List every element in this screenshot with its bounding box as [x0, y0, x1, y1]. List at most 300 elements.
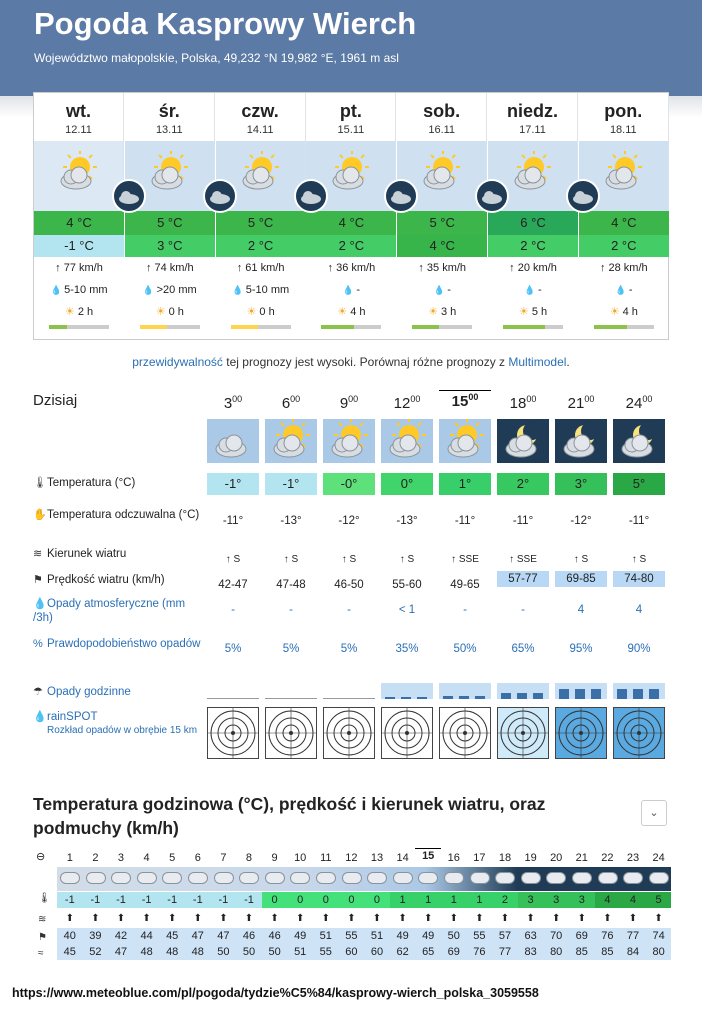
day-name: śr. — [158, 101, 180, 121]
hour-value: 18 — [509, 395, 527, 412]
hourly-temp: -1 — [159, 892, 185, 908]
cloud-icon — [546, 872, 566, 884]
hourly-wind: 50 — [447, 930, 460, 942]
hour-probability: 50% — [453, 643, 477, 655]
day-header[interactable] — [306, 93, 396, 141]
rainspot-map[interactable] — [207, 707, 259, 759]
chevron-down-icon: ⌄ — [649, 807, 659, 819]
cloud-sun-icon — [601, 151, 645, 195]
day-precip-value: 5-10 mm — [245, 284, 290, 296]
night-moon-icon — [475, 179, 509, 213]
wind-arrow-icon: ⬆ — [347, 913, 356, 924]
day-temp-max: 4 °C — [34, 211, 124, 235]
day-column[interactable] — [216, 93, 306, 341]
hourly-gust: 65 — [422, 946, 435, 958]
day-temp-min: 4 °C — [397, 235, 487, 257]
hourly-hour: 13 — [370, 852, 384, 864]
hour-label — [207, 394, 259, 412]
sunshine-bar-fill — [231, 325, 258, 329]
day-precip — [397, 279, 487, 301]
rain-bar — [649, 689, 659, 699]
wind-arrow-icon: ⬆ — [321, 913, 330, 924]
hourly-gust: 50 — [217, 946, 230, 958]
cloud-icon — [521, 872, 541, 884]
cloud-icon — [393, 872, 413, 884]
hourly-hour: 4 — [143, 852, 150, 864]
day-name: wt. — [66, 101, 91, 121]
hourly-temp: -1 — [134, 892, 160, 908]
wind-arrow-icon: ⬆ — [475, 913, 484, 924]
predictability-text: tej prognozy jest wysoki. Porównaj różne prognozy z — [222, 355, 509, 369]
hourly-temp: 1 — [390, 892, 416, 908]
hourly-hour: 16 — [447, 852, 460, 864]
day-sunshine-value: 3 h — [441, 306, 457, 318]
rain-bar — [417, 697, 427, 699]
label-text: Temperatura odczuwalna (°C) — [47, 509, 200, 521]
hour-wind-dir: ↑ S — [341, 554, 357, 565]
day-sunshine — [579, 301, 669, 323]
day-wind: ↑ 36 km/h — [327, 262, 376, 274]
wind-arrow-icon: ⬆ — [500, 913, 510, 924]
sunshine-bar — [140, 325, 200, 329]
day-header[interactable] — [125, 93, 215, 141]
hourly-wind: 70 — [550, 930, 563, 942]
cloud-icon — [162, 872, 182, 884]
day-precip-value: 5-10 mm — [64, 284, 108, 296]
day-date: 17.11 — [519, 124, 546, 136]
hourly-wind: 47 — [217, 930, 230, 942]
hour-temp: -0° — [323, 473, 375, 495]
hour-weather-icon — [497, 419, 549, 463]
hour-temp: 3° — [555, 473, 607, 495]
day-temp-min: 3 °C — [125, 235, 215, 257]
hourly-temp: 0 — [262, 892, 288, 908]
hour-weather-icon — [555, 419, 607, 463]
hourly-wind: 46 — [242, 930, 256, 942]
hourly-precip-tile — [439, 683, 491, 699]
hourly-precip-tile — [207, 683, 259, 699]
week-forecast — [33, 92, 669, 340]
cloud-icon — [495, 872, 515, 884]
hour-precip: < 1 — [398, 604, 416, 616]
day-name: sob. — [423, 101, 461, 121]
hour-feel: -12° — [338, 515, 360, 527]
thermometer-icon: 🌡 — [33, 477, 47, 489]
rainspot-map[interactable] — [497, 707, 549, 759]
day-temp-max: 4 °C — [306, 211, 396, 235]
today-label: Dzisiaj — [33, 392, 78, 409]
flag-icon: ⚑ — [38, 932, 47, 943]
wind-arrow-icon: ⬆ — [628, 913, 638, 924]
hour-wind-speed: 57-77 — [497, 571, 549, 587]
hour-probability: 5% — [340, 643, 358, 655]
hourly-gust: 55 — [319, 946, 332, 958]
day-sunshine — [125, 301, 215, 323]
drop-icon: 💧 — [524, 285, 539, 295]
day-date: 14.11 — [246, 124, 274, 136]
day-precip-value: >20 mm — [156, 284, 197, 296]
sun-icon: ☀ — [246, 306, 260, 318]
multimodel-link[interactable]: Multimodel — [508, 355, 567, 369]
drop-icon: 💧 — [33, 711, 47, 723]
hourly-wind: 51 — [319, 930, 332, 942]
day-precip — [306, 279, 396, 301]
hour-probability: 5% — [224, 643, 242, 655]
hourly-temp: 3 — [518, 892, 544, 908]
hourly-wind: 45 — [166, 930, 179, 942]
day-sunshine — [216, 301, 306, 323]
hourly-wind: 42 — [114, 930, 128, 942]
hourly-hour: 8 — [245, 852, 253, 864]
hourly-temp: 4 — [620, 892, 646, 908]
wind-arrow-icon: ⬆ — [193, 913, 202, 924]
hourly-gust: 50 — [242, 946, 256, 958]
hourly-hour: 18 — [498, 852, 512, 864]
rain-bar — [443, 696, 453, 699]
day-sunshine-value: 2 h — [77, 306, 94, 318]
day-header[interactable] — [397, 93, 487, 141]
hour-temp: 1° — [439, 473, 491, 495]
drop-icon: 💧 — [50, 285, 65, 295]
hourly-hour: 15 — [415, 848, 441, 862]
rainspot-map[interactable] — [265, 707, 317, 759]
day-column[interactable] — [579, 93, 669, 341]
hour-wind-dir: ↑ S — [283, 554, 299, 565]
hourly-wind: 49 — [422, 930, 435, 942]
hourly-gust: 50 — [268, 946, 281, 958]
day-date: 13.11 — [155, 124, 183, 136]
sun-icon: ☀ — [337, 306, 351, 318]
rainspot-map[interactable] — [323, 707, 375, 759]
hourly-gust: 45 — [63, 946, 76, 958]
hour-wind-dir: ↑ SSE — [451, 554, 479, 565]
night-moon-icon — [384, 179, 418, 213]
hour-feel: -12° — [570, 515, 592, 527]
day-name: niedz. — [506, 101, 558, 121]
hour-minutes: 00 — [232, 394, 243, 404]
hour-weather-icon — [381, 419, 433, 463]
hour-label — [497, 394, 549, 412]
rain-bar — [559, 689, 569, 699]
rainspot-map[interactable] — [613, 707, 665, 759]
hour-feel: -13° — [396, 515, 418, 527]
hour-wind-speed: 47-48 — [276, 579, 306, 591]
hourly-hour: 20 — [550, 852, 563, 864]
hour-wind-speed: 74-80 — [613, 571, 665, 587]
hourly-wind: 63 — [524, 930, 537, 942]
hour-precip: - — [521, 604, 525, 616]
hourly-wind: 74 — [652, 930, 665, 942]
sunshine-bar — [594, 325, 654, 329]
sunshine-bar — [231, 325, 291, 329]
hourly-precip-tile — [265, 683, 317, 699]
night-moon-icon — [203, 179, 237, 213]
day-temp-min: -1 °C — [34, 235, 124, 257]
hour-temp: -1° — [207, 473, 259, 495]
hourly-hour: 10 — [294, 852, 307, 864]
hourly-temp: -1 — [83, 892, 109, 908]
hourly-gust: 69 — [447, 946, 460, 958]
drop-icon: 💧 — [142, 285, 157, 295]
hourly-title: Temperatura godzinowa (°C), prędkość i kierunek wiatru, oraz podmuchy (km/h) — [33, 794, 546, 838]
hour-precip: 4 — [577, 604, 585, 616]
day-header[interactable] — [579, 93, 669, 141]
cloud-icon — [316, 872, 336, 884]
cloud-sun-icon — [328, 151, 372, 195]
day-precip-value: - — [356, 284, 361, 296]
predictability-end: . — [566, 355, 570, 369]
cloud-icon — [572, 872, 592, 884]
label-wind-speed — [33, 573, 205, 587]
cloud-sun-icon — [238, 151, 282, 195]
hour-label — [555, 394, 607, 412]
wind-arrow-icon: ⬆ — [91, 913, 100, 924]
day-temp-min: 2 °C — [579, 235, 669, 257]
hour-value: 15 — [451, 393, 469, 410]
hourly-gust: 48 — [140, 946, 153, 958]
hour-feel: -11° — [222, 515, 244, 527]
hour-wind-speed: 49-65 — [450, 579, 480, 591]
day-precip — [488, 279, 578, 301]
wind-arrow-icon: ⬆ — [116, 913, 126, 924]
hourly-temp: 1 — [415, 892, 441, 908]
hourly-precip-tile — [323, 683, 375, 699]
cloud-sun-icon — [147, 151, 191, 195]
day-header[interactable] — [216, 93, 306, 141]
hourly-wind: 44 — [140, 930, 153, 942]
day-temp-max: 6 °C — [488, 211, 578, 235]
wind-arrow-icon: ⬆ — [295, 913, 305, 924]
cloud-icon — [137, 872, 157, 884]
label-subtext: Rozkład opadów w obrębie 15 km — [47, 725, 198, 736]
day-wind: ↑ 77 km/h — [55, 262, 103, 274]
hourly-gust: 62 — [396, 946, 409, 958]
hourly-hour: 24 — [652, 852, 665, 864]
hour-value: 21 — [567, 395, 585, 412]
hour-wind-speed: 42-47 — [218, 579, 248, 591]
day-header[interactable] — [488, 93, 578, 141]
hourly-temp: 4 — [595, 892, 621, 908]
day-weather-icon — [34, 141, 124, 211]
label-text: Prawdopodobieństwo opadów — [47, 638, 201, 650]
wind-arrow-icon: ⬆ — [142, 913, 151, 924]
collapse-toggle-button[interactable] — [641, 800, 667, 826]
day-precip — [216, 279, 306, 301]
hourly-gust: 80 — [652, 946, 665, 958]
day-precip — [125, 279, 215, 301]
day-precip-value: - — [628, 284, 633, 296]
hourly-gust: 60 — [370, 946, 384, 958]
hour-precip: - — [231, 604, 235, 616]
day-column[interactable] — [34, 93, 124, 341]
hourly-hour: 21 — [575, 852, 588, 864]
rainspot-map[interactable] — [439, 707, 491, 759]
hour-wind-dir: ↑ S — [225, 554, 241, 565]
hourly-wind: 40 — [63, 930, 76, 942]
day-column[interactable] — [397, 93, 487, 341]
hourly-hour: 9 — [271, 852, 278, 864]
hour-probability: 65% — [511, 643, 535, 655]
hourly-temp: 0 — [287, 892, 313, 908]
label-text: Prędkość wiatru (km/h) — [47, 574, 165, 586]
hourly-gust: 48 — [166, 946, 179, 958]
hourly-wind: 57 — [498, 930, 512, 942]
hourly-hour: 6 — [194, 852, 201, 864]
rain-bar — [401, 697, 411, 699]
cloud-icon — [470, 872, 490, 884]
hourly-gust: 60 — [345, 946, 358, 958]
day-temp-max: 5 °C — [125, 211, 215, 235]
hour-minutes: 00 — [584, 394, 595, 404]
flag-icon: ⚑ — [33, 574, 43, 586]
day-column[interactable] — [125, 93, 215, 341]
hourly-wind: 47 — [191, 930, 204, 942]
hourly-gust: 85 — [601, 946, 614, 958]
day-name: pt. — [339, 101, 362, 121]
hourly-wind: 51 — [370, 930, 384, 942]
wind-arrow-icon: ⬆ — [423, 913, 433, 924]
hourly-hour: 3 — [117, 852, 125, 864]
hourly-gust: 51 — [294, 946, 307, 958]
cloud-icon — [342, 872, 362, 884]
hour-weather-icon — [265, 419, 317, 463]
hourly-wind: 55 — [473, 930, 486, 942]
cloud-icon — [418, 872, 438, 884]
wind-arrow-icon: ⬆ — [551, 913, 561, 924]
hour-value: 12 — [393, 395, 411, 412]
hour-wind-dir: ↑ S — [399, 554, 415, 565]
hour-value: 9 — [339, 395, 349, 412]
hour-wind-speed: 46-50 — [334, 579, 364, 591]
hour-probability: 90% — [627, 643, 651, 655]
day-column[interactable] — [306, 93, 396, 341]
rain-bar — [533, 693, 543, 699]
hourly-gust: 83 — [524, 946, 537, 958]
hourly-temp: -1 — [57, 892, 83, 908]
sunshine-bar — [49, 325, 109, 329]
hourly-gust: 85 — [575, 946, 588, 958]
cloud-icon — [111, 872, 131, 884]
hour-minutes: 00 — [348, 394, 359, 404]
hour-minutes: 00 — [290, 394, 301, 404]
cloud-icon — [623, 872, 643, 884]
sun-icon: ☀ — [428, 306, 441, 318]
hourly-temp: -1 — [108, 892, 134, 908]
wind-arrow-icon: ⬆ — [244, 913, 254, 924]
day-wind: ↑ 20 km/h — [509, 262, 557, 274]
day-sunshine — [306, 301, 396, 323]
hour-feel: -11° — [454, 515, 476, 527]
hour-value: 24 — [625, 395, 643, 412]
hourly-gust: 48 — [191, 946, 204, 958]
rain-bar — [385, 697, 395, 699]
sunshine-bar-fill — [140, 325, 167, 329]
hourly-temp: 0 — [339, 892, 365, 908]
cloud-icon — [60, 872, 80, 884]
label-probability — [33, 637, 205, 651]
cloud-sun-icon — [419, 151, 463, 195]
day-sunshine — [488, 301, 578, 323]
hour-minutes: 00 — [468, 392, 479, 402]
drop-icon: 💧 — [33, 598, 47, 610]
rain-bar — [617, 689, 627, 699]
hour-wind-speed: 55-60 — [392, 579, 422, 591]
rain-bar — [575, 689, 585, 699]
day-header[interactable] — [34, 93, 124, 141]
cloud-icon — [290, 872, 310, 884]
wind-arrow-icon: ⬆ — [372, 913, 382, 924]
sunshine-bar — [503, 325, 563, 329]
label-text: rainSPOT — [47, 711, 98, 723]
sun-icon: ☀ — [155, 306, 169, 318]
wind-icon: ≋ — [38, 914, 47, 925]
cloud-sun-icon — [56, 151, 100, 195]
hour-label — [381, 394, 433, 412]
cloud-icon — [649, 872, 669, 884]
hour-label — [323, 394, 375, 412]
wind-arrow-icon: ⬆ — [603, 913, 612, 924]
hourly-gust: 47 — [114, 946, 128, 958]
page-title: Pogoda Kasprowy Wierch — [34, 6, 417, 41]
rain-bar — [475, 696, 485, 699]
cloud-icon — [188, 872, 208, 884]
hour-precip: - — [347, 604, 351, 616]
rainspot-map[interactable] — [555, 707, 607, 759]
wind-arrow-icon: ⬆ — [219, 913, 228, 924]
hour-label — [439, 390, 491, 410]
hourly-hour: 17 — [473, 852, 486, 864]
predictability-link[interactable]: przewidywalność — [132, 355, 223, 369]
hour-probability: 35% — [395, 643, 419, 655]
day-name: czw. — [241, 101, 279, 121]
day-sunshine-value: 4 h — [622, 306, 638, 318]
day-name: pon. — [604, 101, 643, 121]
hourly-hour: 1 — [66, 852, 73, 864]
hour-precip: - — [463, 604, 467, 616]
hourly-gust: 80 — [550, 946, 563, 958]
sunshine-bar-fill — [49, 325, 67, 329]
label-wind-direction — [33, 547, 205, 561]
cloud-icon — [598, 872, 618, 884]
day-wind: ↑ 28 km/h — [599, 262, 648, 274]
wind-arrow-icon: ⬆ — [398, 913, 407, 924]
night-moon-icon — [112, 179, 146, 213]
hour-wind-dir: ↑ S — [631, 554, 647, 565]
hourly-temp: 3 — [543, 892, 569, 908]
hour-minutes: 00 — [526, 394, 537, 404]
day-sunshine — [34, 301, 124, 323]
hour-feel: -11° — [512, 515, 534, 527]
hourly-precip-tile — [613, 683, 665, 699]
day-date: 12.11 — [65, 124, 92, 136]
day-wind: ↑ 74 km/h — [145, 262, 194, 274]
hour-temp: -1° — [265, 473, 317, 495]
day-column[interactable] — [488, 93, 578, 341]
hourly-temp: -1 — [211, 892, 237, 908]
hourly-hour: 2 — [92, 852, 99, 864]
sunshine-bar — [321, 325, 381, 329]
hourly-precip-tile — [555, 683, 607, 699]
label-temperature — [33, 476, 205, 490]
cloud-sun-icon — [510, 151, 554, 195]
source-url: https://www.meteoblue.com/pl/pogoda/tydzie%C5%84/kasprowy-wierch_polska_3059558 — [12, 986, 539, 1000]
clock-icon: ⊖ — [36, 851, 46, 863]
cloud-icon — [86, 872, 106, 884]
cloud-icon — [265, 872, 285, 884]
rainspot-map[interactable] — [381, 707, 433, 759]
hourly-gust: 77 — [498, 946, 512, 958]
wind-arrow-icon: ⬆ — [449, 913, 458, 924]
